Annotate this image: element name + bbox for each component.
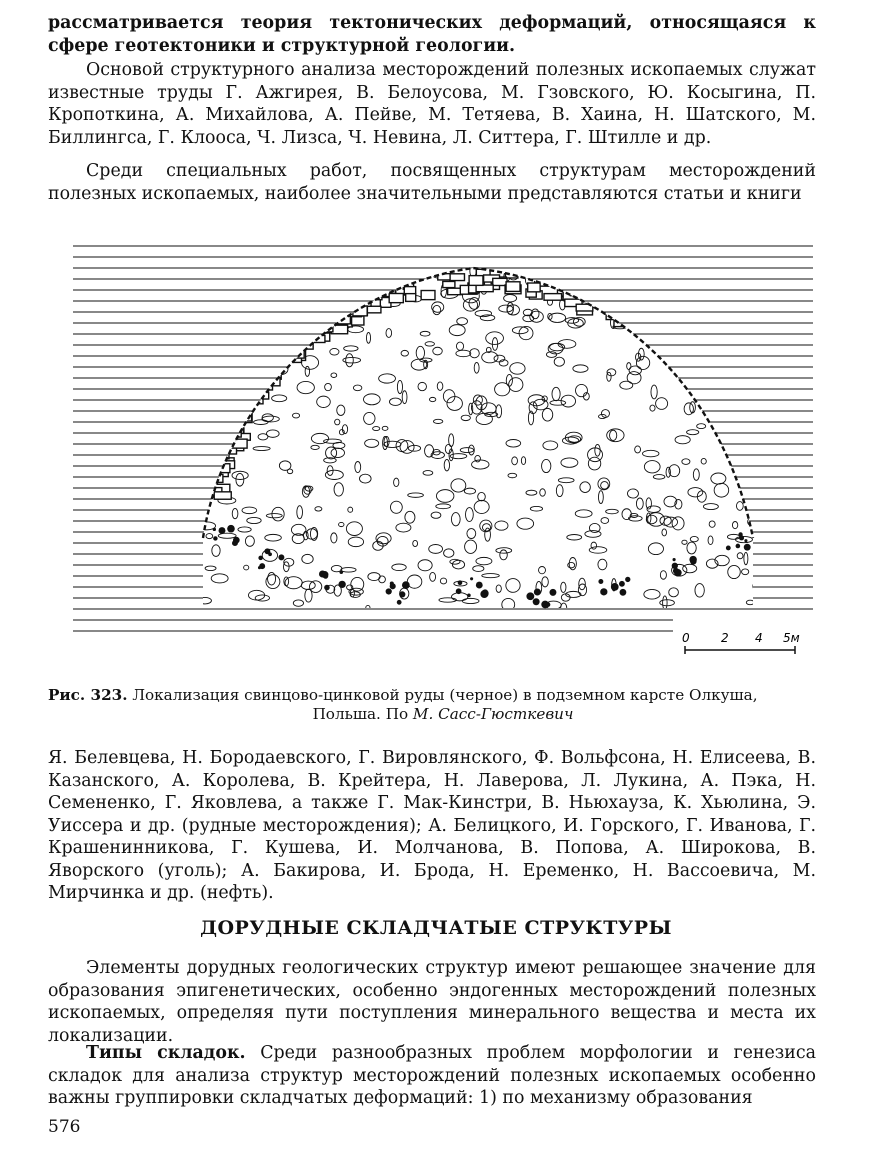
paragraph-authors-list: Я. Белевцева, Н. Бородаевского, Г. Вировлянского, Ф. Вольфсона, Н. Елисеева, В. Казанского, А. Королева, В. Крейтера, Н. Лаверова, Л. Лукина, А. Пэка, Н. Семененко, Г. Яковлева, а также Г. Мак-Кинстри, В. Ньюхауза, К. Хьюлина, Э. Уиссера и др. (рудные месторождения); А. Белицкого, И. Горского, Г. Иванова, Г. Крашенинникова, Г. Кушева, И. Молчанова, В. Попова, А. Широкова, В. Яворского (уголь); А. Бакирова, И. Брода, Н. Еременко, Н. Вассоевича, М. Мирчинка и др. (нефть). xyxy=(48,748,816,903)
fold-types-lead: Типы складок. xyxy=(86,1043,246,1063)
paragraph-fold-types xyxy=(48,1042,816,1110)
karst-figure xyxy=(73,238,813,658)
paragraph-special-works: Среди специальных работ, посвященных структурам месторождений полезных ископаемых, наиболее значительными представляются статьи и книги xyxy=(48,161,816,204)
scale-tick-4: 4 xyxy=(755,631,763,645)
caption-line2: Польша. По xyxy=(312,705,413,723)
scale-tick-0: 0 xyxy=(682,631,690,645)
figure-caption xyxy=(48,686,838,724)
scale-bar xyxy=(682,631,800,654)
paragraph-intro: рассматривается теория тектонических деформаций, относящаяся к сфере геотектоники и структурной геологии. xyxy=(48,13,816,56)
scale-tick-5m: 5м xyxy=(783,631,800,645)
fold-types-text: Среди разнообразных проблем морфологии и генезиса складок для анализа структур месторождений полезных ископаемых особенно важны группировки складчатых деформаций: 1) по механизму образования xyxy=(48,1043,816,1108)
caption-author: М. Сасс-Гюсткевич xyxy=(412,705,574,723)
paragraph-preore-structures: Элементы дорудных геологических структур имеют решающее значение для образования эпигенетических, особенно эндогенных месторождений полезных ископаемых, определяя пути поступления минерального вещества и места их локализации. xyxy=(48,958,816,1046)
scale-tick-2: 2 xyxy=(721,631,729,645)
caption-text: Локализация свинцово-цинковой руды (черное) в подземном карсте Олкуша, xyxy=(127,686,758,704)
paragraph-structural-analysis: Основой структурного анализа месторождений полезных ископаемых служат известные труды Г. Ажгирея, В. Белоусова, М. Гзовского, Ю. Косыгина, П. Кропоткина, А. Михайлова, А. Пейве, М. Тетяева, В. Хаина, Н. Шатского, М. Биллингса, Г. Клооса, Ч. Лизса, Ч. Невина, Л. Ситтера, Г. Штилле и др. xyxy=(48,60,816,148)
page-number: 576 xyxy=(48,1117,81,1137)
figure-label: Рис. 323. xyxy=(48,686,128,704)
section-heading: ДОРУДНЫЕ СКЛАДЧАТЫЕ СТРУКТУРЫ xyxy=(200,917,672,939)
